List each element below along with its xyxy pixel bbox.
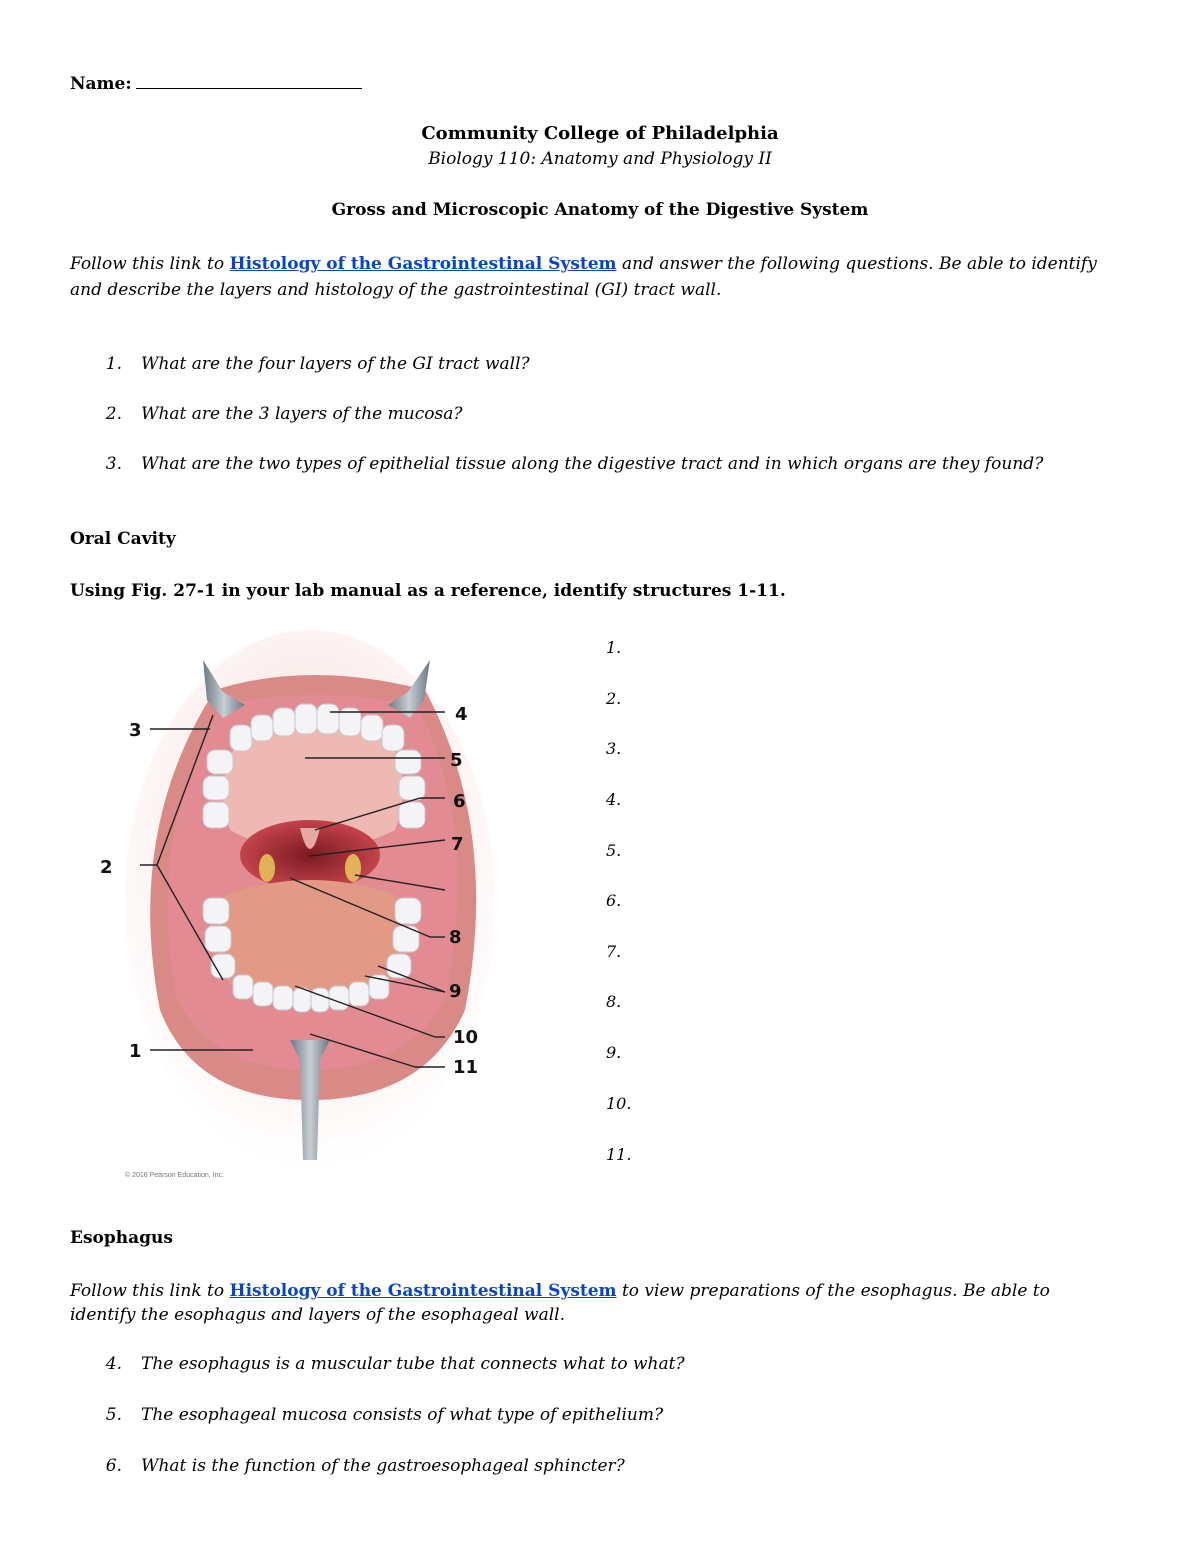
- figure-label-1: 1: [129, 1041, 142, 1062]
- figure-label-5: 5: [450, 750, 463, 771]
- answer-number: 5.: [606, 841, 622, 860]
- answer-number: 9.: [606, 1043, 622, 1062]
- name-label: Name:: [70, 74, 132, 94]
- esophagus-suffix: to view preparations of the esophagus. Be able to: [616, 1281, 1050, 1301]
- question-text: What is the function of the gastroesophageal sphincter?: [141, 1456, 625, 1476]
- esophagus-line2: identify the esophagus and layers of the esophageal wall.: [70, 1305, 565, 1325]
- question-text: The esophagus is a muscular tube that connects what to what?: [141, 1354, 685, 1374]
- figure-label-3: 3: [129, 720, 142, 741]
- answer-number: 1.: [606, 638, 622, 657]
- esophagus-histology-link[interactable]: Histology of the Gastrointestinal System: [229, 1281, 617, 1301]
- question-number: 1.: [105, 354, 122, 374]
- figure-label-6: 6: [453, 791, 466, 812]
- figure-label-10: 10: [453, 1027, 479, 1048]
- intro-prefix: Follow this link to: [70, 254, 230, 274]
- intro-suffix: and answer the following questions. Be able to identify: [616, 254, 1097, 274]
- question-number: 4.: [105, 1354, 122, 1374]
- palatine-tonsil-left: [259, 854, 275, 882]
- figure-label-11: 11: [453, 1057, 479, 1078]
- name-field: [70, 74, 362, 94]
- figure-label-9: 9: [449, 981, 462, 1002]
- question-text: What are the 3 layers of the mucosa?: [141, 404, 463, 424]
- course-subtitle: Biology 110: Anatomy and Physiology II: [428, 149, 772, 169]
- section-heading-oral-cavity: Oral Cavity: [70, 529, 176, 549]
- figure-label-8: 8: [449, 927, 462, 948]
- question-text: The esophageal mucosa consists of what type of epithelium?: [141, 1405, 664, 1425]
- histology-link[interactable]: Histology of the Gastrointestinal System: [229, 254, 617, 274]
- esophagus-paragraph: [70, 1279, 1140, 1327]
- answer-number: 10.: [606, 1094, 632, 1113]
- palatine-tonsil-right: [345, 854, 361, 882]
- figure-label-2: 2: [100, 857, 113, 878]
- question-number: 2.: [105, 404, 122, 424]
- answer-number: 4.: [606, 790, 622, 809]
- esophagus-prefix: Follow this link to: [70, 1281, 230, 1301]
- answer-number: 3.: [606, 739, 622, 758]
- question-text: What are the four layers of the GI tract wall?: [141, 354, 530, 374]
- intro-line2: and describe the layers and histology of the gastrointestinal (GI) tract wall.: [70, 280, 722, 300]
- answer-number: 8.: [606, 992, 622, 1011]
- question-number: 3.: [105, 454, 122, 474]
- question-number: 5.: [105, 1405, 122, 1425]
- section-heading-esophagus: Esophagus: [70, 1228, 173, 1248]
- answer-number: 2.: [606, 689, 622, 708]
- intro-paragraph: [70, 251, 1140, 303]
- question-number: 6.: [105, 1456, 122, 1476]
- figure-label-7: 7: [451, 834, 464, 855]
- answer-number: 6.: [606, 891, 622, 910]
- figure-label-4: 4: [455, 704, 468, 725]
- institution-title: Community College of Philadelphia: [421, 123, 779, 144]
- question-text: What are the two types of epithelial tissue along the digestive tract and in which organs are they found?: [141, 454, 1044, 474]
- answer-number: 11.: [606, 1145, 632, 1164]
- oral-cavity-figure: [95, 630, 515, 1185]
- oral-cavity-instruction: Using Fig. 27-1 in your lab manual as a reference, identify structures 1-11.: [70, 581, 786, 601]
- answer-number: 7.: [606, 942, 622, 961]
- figure-copyright: © 2016 Pearson Education, Inc.: [125, 1172, 224, 1179]
- name-blank-line[interactable]: [136, 74, 362, 89]
- page-title: Gross and Microscopic Anatomy of the Digestive System: [331, 200, 869, 220]
